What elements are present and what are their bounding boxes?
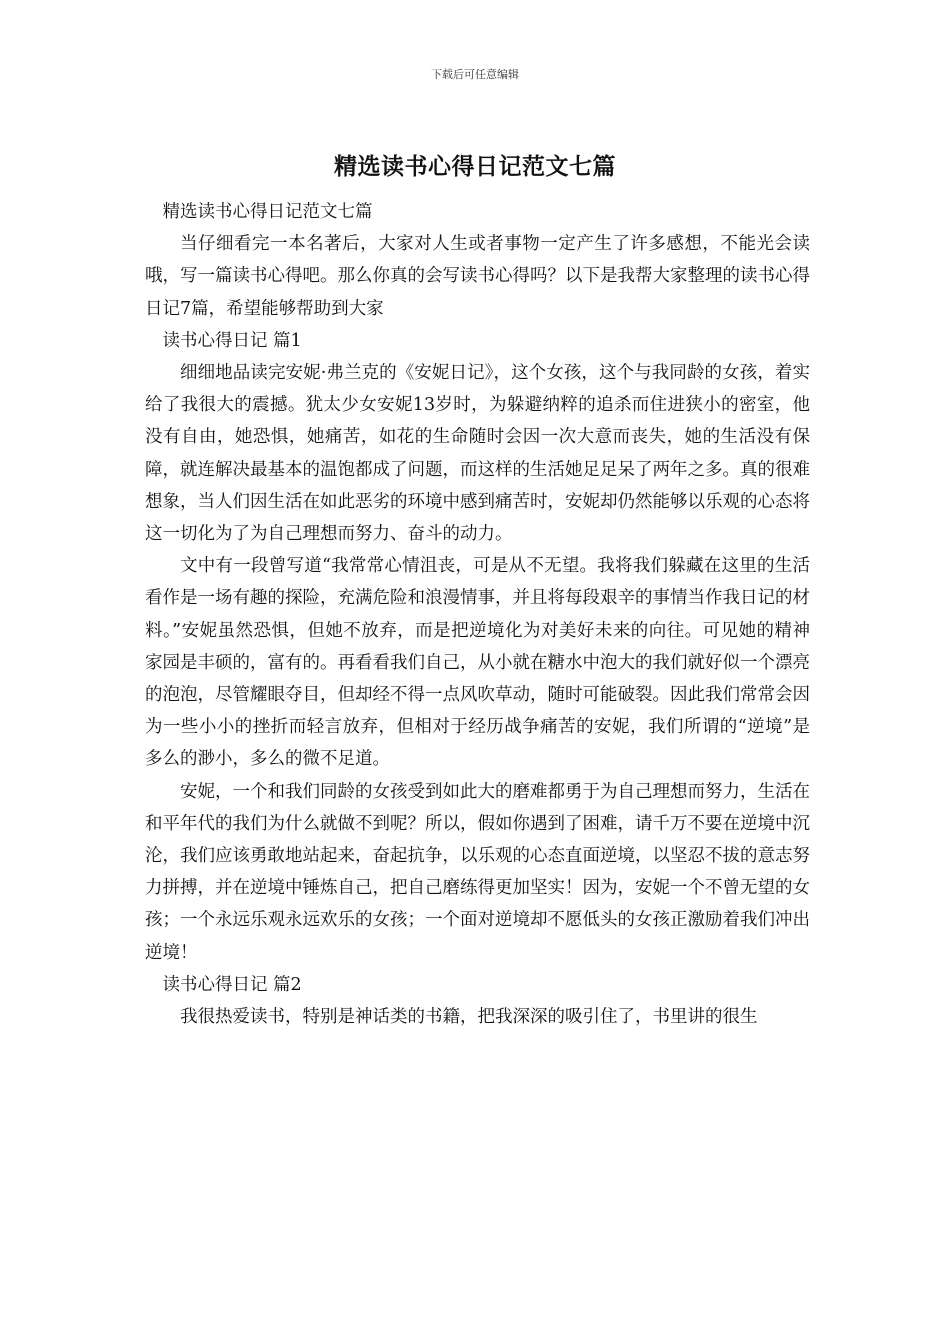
intro-paragraph: 当仔细看完一本名著后，大家对人生或者事物一定产生了许多感想，不能光会读哦，写一篇读书心得吧。那么你真的会写读书心得吗？以下是我帮大家整理的读书心得日记7篇，希望能够帮助到大家	[145, 234, 810, 319]
section1-paragraph-3: 安妮，一个和我们同龄的女孩受到如此大的磨难都勇于为自己理想而努力，生活在和平年代的我们为什么就做不到呢？所以，假如你遇到了困难，请千万不要在逆境中沉沦，我们应该勇敢地站起来，奋起抗争，以乐观的心态直面逆境，以坚忍不拔的意志努力拼搏，并在逆境中锤炼自己，把自己磨练得更加坚实！因为，安妮一个不曾无望的女孩；一个永远乐观永远欢乐的女孩；一个面对逆境却不愿低头的女孩正激励着我们冲出逆境！	[145, 781, 810, 963]
header-note: 下载后可任意编辑	[431, 68, 519, 81]
section2-paragraph-1: 我很热爱读书，特别是神话类的书籍，把我深深的吸引住了，书里讲的很生	[180, 1007, 758, 1028]
document-body	[145, 196, 810, 1033]
section-heading-2: 读书心得日记 篇2	[162, 974, 302, 995]
document-title: 精选读书心得日记范文七篇	[334, 153, 616, 180]
section1-paragraph-1: 细细地品读完安妮·弗兰克的《安妮日记》，这个女孩，这个与我同龄的女孩，着实给了我很大的震撼。犹太少女安妮13岁时，为躲避纳粹的追杀而住进狭小的密室，他没有自由，她恐惧，她痛苦，如花的生命随时会因一次大意而丧失，她的生活没有保障，就连解决最基本的温饱都成了问题，而这样的生活她足足呆了两年之多。真的很难想象，当人们因生活在如此恶劣的环境中感到痛苦时，安妮却仍然能够以乐观的心态将这一切化为了为自己理想而努力、奋斗的动力。	[145, 363, 810, 545]
section-heading-1: 读书心得日记 篇1	[162, 330, 302, 351]
document-subtitle: 精选读书心得日记范文七篇	[162, 202, 373, 222]
section1-paragraph-2: 文中有一段曾写道“我常常心情沮丧，可是从不无望。我将我们躲藏在这里的生活看作是一场有趣的探险，充满危险和浪漫情事，并且将每段艰辛的事情当作我日记的材料。”安妮虽然恐惧，但她不放弃，而是把逆境化为对美好未来的向往。可见她的精神家园是丰硕的，富有的。再看看我们自己，从小就在糖水中泡大的我们就好似一个漂亮的泡泡，尽管耀眼夺目，但却经不得一点风吹草动，随时可能破裂。因此我们常常会因为一些小小的挫折而轻言放弃，但相对于经历战争痛苦的安妮，我们所谓的“逆境”是多么的渺小，多么的微不足道。	[145, 556, 810, 770]
